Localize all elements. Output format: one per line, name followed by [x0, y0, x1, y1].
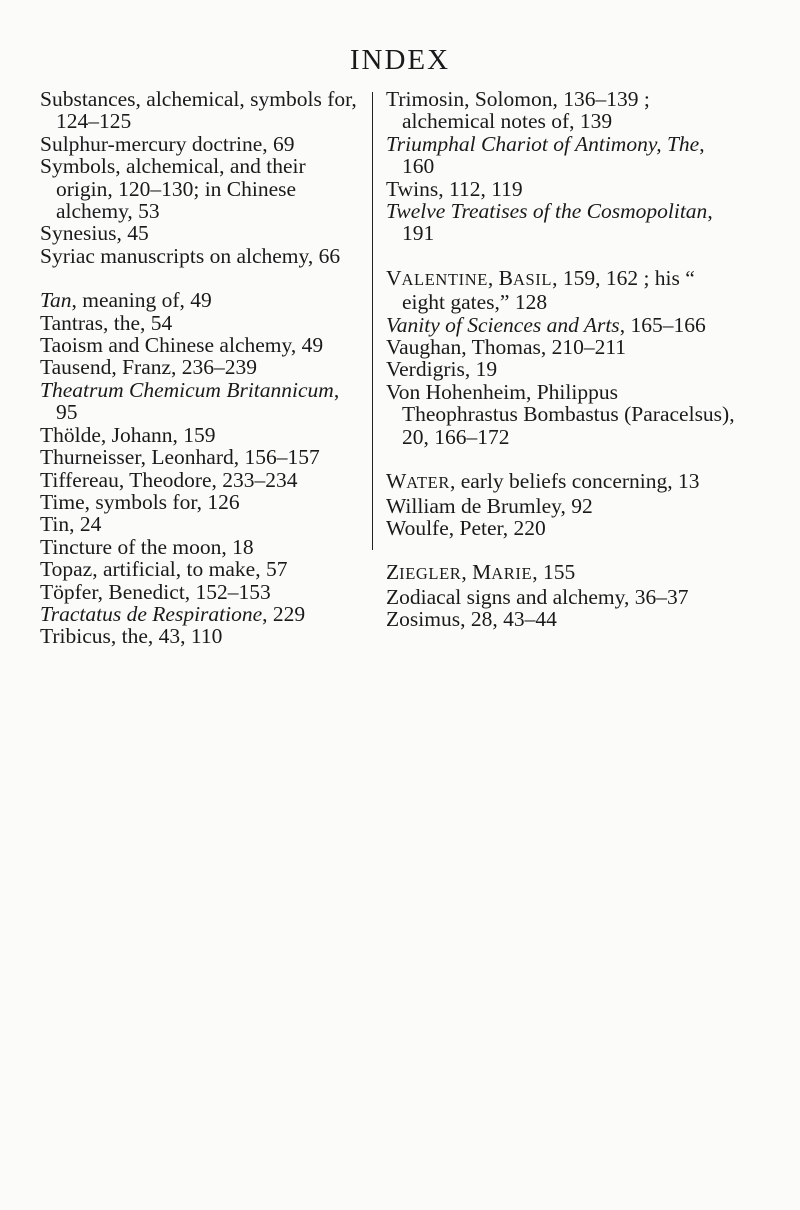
index-entry: Syriac manuscripts on alchemy, 66 [40, 243, 341, 268]
index-entry: Thurneisser, Leonhard, 156–157 [40, 445, 320, 470]
index-entry [40, 603, 365, 625]
entry-title: Tractatus de Respiratione [40, 601, 263, 626]
index-entry: Taoism and Chinese alchemy, 49 [40, 333, 324, 358]
index-entry: Sulphur-mercury doctrine, 69 [40, 131, 295, 156]
entry-text: , meaning of, 49 [71, 288, 212, 313]
index-entry: Vaughan, Thomas, 210–211 [386, 335, 627, 360]
entry-title: Vanity of Sciences and Arts [386, 312, 620, 337]
entry-text: , 159, 162 ; his “ eight gates,” 128 [402, 265, 695, 315]
entry-smallcaps: IEGLER [399, 564, 462, 584]
page-title: INDEX [349, 44, 451, 76]
index-column-right [386, 88, 736, 631]
index-entry [40, 379, 365, 424]
index-entry: Tin, 24 [40, 512, 102, 537]
index-entry: Tincture of the moon, 18 [40, 534, 254, 559]
entry-initial: W [386, 469, 407, 494]
index-entry [386, 561, 736, 585]
index-entry: Synesius, 45 [40, 221, 149, 246]
index-entry: Twins, 112, 119 [386, 176, 523, 201]
entry-text: , 160 [402, 131, 705, 179]
entry-text: , 229 [262, 601, 306, 626]
entry-text: , 165–166 [619, 312, 706, 337]
index-entry: Time, symbols for, 126 [40, 489, 240, 514]
index-entry: Topaz, artificial, to make, 57 [40, 557, 288, 582]
column-divider [372, 92, 373, 550]
index-entry: Töpfer, Benedict, 152–153 [40, 579, 271, 604]
index-entry: Symbols, alchemical, and their origin, 120–130; in Chinese alchemy, 53 [40, 154, 306, 224]
index-entry: Tiffereau, Theodore, 233–234 [40, 467, 298, 492]
index-entry: Tausend, Franz, 236–239 [40, 355, 258, 380]
index-entry: Trimosin, Solomon, 136–139 ; alchemical notes of, 139 [386, 87, 650, 134]
entry-title: Tan [40, 288, 72, 313]
entry-text: , B [487, 265, 513, 290]
index-entry: Tribicus, the, 43, 110 [40, 624, 223, 649]
index-entry: Zosimus, 28, 43–44 [386, 607, 557, 632]
entry-text: , 95 [56, 377, 340, 425]
entry-smallcaps: ATER [406, 473, 450, 493]
entry-text: , 155 [532, 560, 576, 585]
index-entry: Thölde, Johann, 159 [40, 422, 216, 447]
index-entry [40, 289, 365, 311]
entry-initial: V [386, 265, 402, 290]
entry-text: , early beliefs concerning, 13 [449, 469, 700, 494]
entry-smallcaps: ASIL [512, 269, 553, 289]
index-entry: Zodiacal signs and alchemy, 36–37 [386, 584, 689, 609]
entry-title: Theatrum Chemicum Britannicum [40, 377, 334, 402]
index-entry [386, 200, 736, 245]
index-entry [386, 470, 736, 494]
index-entry [386, 133, 736, 178]
index-entry: Woulfe, Peter, 220 [386, 515, 546, 540]
entry-title: Twelve Treatises of the Cosmopolitan [386, 199, 708, 224]
entry-text: , 191 [402, 199, 713, 246]
index-column-left [40, 88, 365, 648]
entry-title: Triumphal Chariot of Antimony, The [386, 131, 700, 156]
index-entry: Substances, alchemical, symbols for, 124–125 [40, 87, 357, 134]
index-entry: William de Brumley, 92 [386, 493, 593, 518]
entry-text: , M [461, 560, 492, 585]
index-entry: Tantras, the, 54 [40, 310, 173, 335]
entry-initial: Z [386, 560, 400, 585]
entry-smallcaps: ARIE [491, 564, 533, 584]
entry-smallcaps: ALENTINE [401, 269, 488, 289]
index-entry [386, 314, 736, 336]
index-entry: Von Hohenheim, Philippus Theophrastus Bombastus (Paracelsus), 20, 166–172 [386, 379, 735, 449]
index-entry: Verdigris, 19 [386, 357, 498, 382]
index-entry [386, 267, 736, 314]
